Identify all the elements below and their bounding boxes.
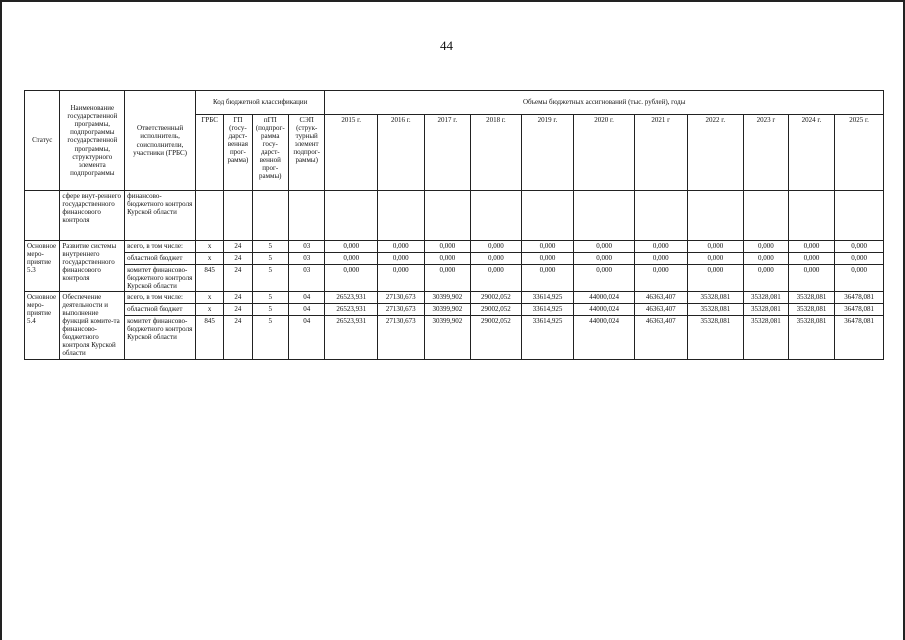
- value-cell: 30399,902: [424, 292, 471, 304]
- pgp-cell: 5: [252, 241, 288, 253]
- header-year: 2025 г.: [835, 115, 884, 191]
- executor-cell: всего, в том числе:: [125, 292, 196, 304]
- continuation-row: [25, 191, 884, 241]
- value-cell: 0,000: [634, 265, 687, 292]
- value-cell: 0,000: [634, 253, 687, 265]
- grbs-cell: 845: [195, 265, 223, 292]
- value-cell: 35328,081: [744, 304, 789, 316]
- table-row: [25, 241, 884, 253]
- header-year: 2019 г.: [521, 115, 574, 191]
- gp-cell: 24: [224, 241, 252, 253]
- executor-cell: комитет финансово-бюджетного контроля Курской области: [125, 316, 196, 359]
- value-cell: 0,000: [378, 265, 425, 292]
- value-cell: 35328,081: [744, 292, 789, 304]
- page-border-top: [0, 0, 905, 2]
- executor-cell: областной бюджет: [125, 304, 196, 316]
- value-cell: 35328,081: [744, 316, 789, 359]
- value-cell: 0,000: [574, 253, 635, 265]
- value-cell: 0,000: [687, 241, 744, 253]
- value-cell: 35328,081: [788, 316, 835, 359]
- header-year: 2017 г.: [424, 115, 471, 191]
- header-code-pgp: пГП (подпрог-рамма госу-дарст-венной прог-раммы): [252, 115, 288, 191]
- value-cell: 35328,081: [687, 316, 744, 359]
- value-cell: 0,000: [788, 253, 835, 265]
- header-code-group: Код бюджетной классификации: [195, 91, 324, 115]
- value-cell: 46363,407: [634, 292, 687, 304]
- value-cell: 44000,024: [574, 292, 635, 304]
- value-cell: 33614,925: [521, 316, 574, 359]
- pgp-cell: 5: [252, 265, 288, 292]
- grbs-cell: x: [195, 253, 223, 265]
- header-year: 2020 г.: [574, 115, 635, 191]
- grbs-cell: x: [195, 241, 223, 253]
- sep-cell: 03: [288, 253, 324, 265]
- continuation-name: сфере внут-реннего государственного финансового контроля: [60, 191, 125, 241]
- value-cell: 0,000: [835, 253, 884, 265]
- pgp-cell: 5: [252, 304, 288, 316]
- value-cell: 27130,673: [378, 304, 425, 316]
- value-cell: 46363,407: [634, 304, 687, 316]
- value-cell: 33614,925: [521, 304, 574, 316]
- value-cell: 26523,931: [325, 292, 378, 304]
- pgp-cell: 5: [252, 253, 288, 265]
- value-cell: 0,000: [788, 265, 835, 292]
- grbs-cell: x: [195, 304, 223, 316]
- value-cell: 29002,052: [471, 304, 522, 316]
- header-volume-group: Объемы бюджетных ассигнований (тыс. рублей), годы: [325, 91, 884, 115]
- value-cell: 0,000: [325, 265, 378, 292]
- pgp-cell: 5: [252, 292, 288, 304]
- header-year: 2024 г.: [788, 115, 835, 191]
- value-cell: 36478,081: [835, 316, 884, 359]
- grbs-cell: x: [195, 292, 223, 304]
- value-cell: 26523,931: [325, 316, 378, 359]
- value-cell: 0,000: [424, 253, 471, 265]
- header-year: 2016 г.: [378, 115, 425, 191]
- value-cell: 0,000: [835, 265, 884, 292]
- value-cell: 0,000: [744, 241, 789, 253]
- value-cell: 35328,081: [687, 304, 744, 316]
- table-header-row: [25, 91, 884, 115]
- sep-cell: 04: [288, 304, 324, 316]
- value-cell: 0,000: [325, 241, 378, 253]
- header-year: 2022 г.: [687, 115, 744, 191]
- value-cell: 27130,673: [378, 292, 425, 304]
- header-year: 2023 г: [744, 115, 789, 191]
- value-cell: 0,000: [471, 253, 522, 265]
- value-cell: 27130,673: [378, 316, 425, 359]
- continuation-status: [25, 191, 60, 241]
- value-cell: 0,000: [687, 265, 744, 292]
- gp-cell: 24: [224, 253, 252, 265]
- sep-cell: 04: [288, 292, 324, 304]
- value-cell: 36478,081: [835, 304, 884, 316]
- value-cell: 0,000: [325, 253, 378, 265]
- sep-cell: 03: [288, 265, 324, 292]
- gp-cell: 24: [224, 265, 252, 292]
- value-cell: 0,000: [744, 253, 789, 265]
- header-status: Статус: [25, 91, 60, 191]
- table-row: [25, 304, 884, 316]
- gp-cell: 24: [224, 304, 252, 316]
- table-row: [25, 253, 884, 265]
- value-cell: 0,000: [424, 241, 471, 253]
- gp-cell: 24: [224, 292, 252, 304]
- table-row: [25, 292, 884, 304]
- pgp-cell: 5: [252, 316, 288, 359]
- value-cell: 26523,931: [325, 304, 378, 316]
- grbs-cell: 845: [195, 316, 223, 359]
- executor-cell: областной бюджет: [125, 253, 196, 265]
- value-cell: 0,000: [574, 241, 635, 253]
- sep-cell: 03: [288, 241, 324, 253]
- value-cell: 44000,024: [574, 304, 635, 316]
- value-cell: 46363,407: [634, 316, 687, 359]
- value-cell: 30399,902: [424, 304, 471, 316]
- value-cell: 0,000: [521, 253, 574, 265]
- status-cell: Основное меро-приятие 5.4: [25, 292, 60, 359]
- value-cell: 29002,052: [471, 292, 522, 304]
- value-cell: 0,000: [687, 253, 744, 265]
- value-cell: 0,000: [471, 241, 522, 253]
- value-cell: 29002,052: [471, 316, 522, 359]
- value-cell: 0,000: [574, 265, 635, 292]
- program-name-cell: Обеспечение деятельности и выполнение функций комите-та финансово-бюджетного контроля Курской области: [60, 292, 125, 359]
- value-cell: 0,000: [424, 265, 471, 292]
- page-border-left: [0, 0, 2, 640]
- value-cell: 33614,925: [521, 292, 574, 304]
- budget-table: [24, 90, 884, 360]
- program-name-cell: Развитие системы внутреннего государственного финансового контроля: [60, 241, 125, 292]
- value-cell: 35328,081: [788, 304, 835, 316]
- value-cell: 0,000: [378, 253, 425, 265]
- value-cell: 0,000: [634, 241, 687, 253]
- table-row: [25, 265, 884, 292]
- continuation-executor: финансово-бюджетного контроля Курской области: [125, 191, 196, 241]
- value-cell: 0,000: [378, 241, 425, 253]
- value-cell: 0,000: [744, 265, 789, 292]
- executor-cell: комитет финансово-бюджетного контроля Курской области: [125, 265, 196, 292]
- header-code-gp: ГП (госу-дарст-венная прог-рамма): [224, 115, 252, 191]
- executor-cell: всего, в том числе:: [125, 241, 196, 253]
- page-number: 44: [440, 38, 453, 53]
- header-year: 2018 г.: [471, 115, 522, 191]
- header-year: 2015 г.: [325, 115, 378, 191]
- header-year: 2021 г: [634, 115, 687, 191]
- value-cell: 0,000: [788, 241, 835, 253]
- header-executor: Ответственный исполнитель, соисполнители, участники (ГРБС): [125, 91, 196, 191]
- value-cell: 0,000: [521, 241, 574, 253]
- gp-cell: 24: [224, 316, 252, 359]
- value-cell: 0,000: [521, 265, 574, 292]
- value-cell: 35328,081: [687, 292, 744, 304]
- header-code-sep: СЭП (струк-турный элемент подпрог-раммы): [288, 115, 324, 191]
- header-name: Наименование государственной программы, подпрограммы государственной программы, структурного элемента подпрограммы: [60, 91, 125, 191]
- value-cell: 0,000: [471, 265, 522, 292]
- value-cell: 30399,902: [424, 316, 471, 359]
- value-cell: 36478,081: [835, 292, 884, 304]
- sep-cell: 04: [288, 316, 324, 359]
- table-row: [25, 316, 884, 359]
- value-cell: 35328,081: [788, 292, 835, 304]
- value-cell: 0,000: [835, 241, 884, 253]
- value-cell: 44000,024: [574, 316, 635, 359]
- status-cell: Основное меро-приятие 5.3: [25, 241, 60, 292]
- header-code-grbs: ГРБС: [195, 115, 223, 191]
